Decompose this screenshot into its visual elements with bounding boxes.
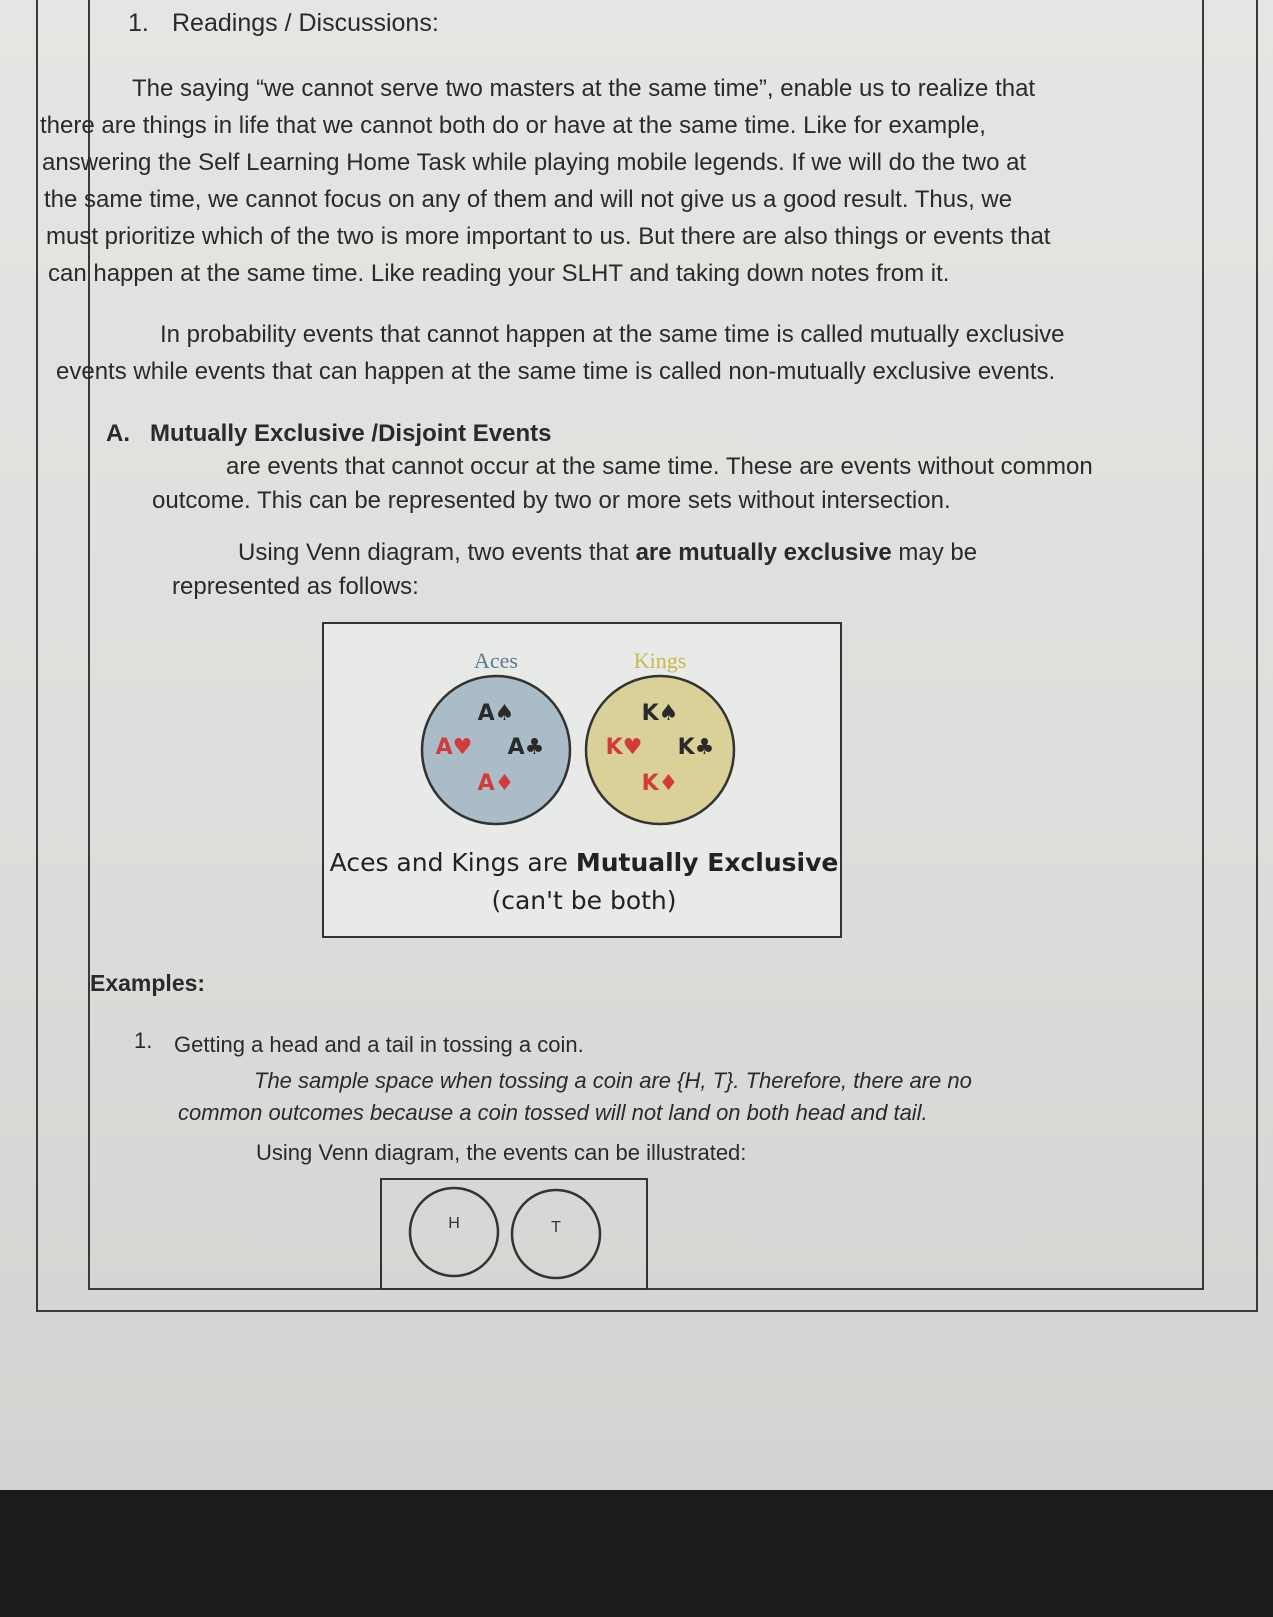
card-king-spades: K♠ [641, 701, 679, 726]
intro-line: must prioritize which of the two is more important to us. But there are also things or events that [46, 223, 1051, 250]
intro-line: the same time, we cannot focus on any of them and will not give us a good result. Thus, we [44, 186, 1013, 213]
section-title: Readings / Discussions: [172, 9, 439, 37]
card-venn-diagram [322, 622, 842, 938]
section-number: 1. [128, 9, 149, 37]
example-title: Getting a head and a tail in tossing a coin. [174, 1032, 584, 1057]
card-king-diamonds: K♦ [641, 771, 679, 796]
venn-caption-line: (can't be both) [491, 886, 677, 915]
example-number: 1. [134, 1028, 153, 1053]
card-venn-svg [324, 624, 840, 844]
venn-caption-text: Aces and Kings are [329, 848, 576, 877]
subsection-letter: A. [106, 420, 130, 447]
card-ace-clubs: A♣ [507, 735, 545, 760]
head-label: H [448, 1215, 460, 1232]
examples-heading: Examples: [90, 970, 206, 996]
venn-intro-bold: are mutually exclusive [635, 539, 892, 566]
card-king-clubs: K♣ [677, 735, 715, 760]
venn-intro-text: may be [891, 539, 978, 566]
definition-line: events while events that can happen at the same time is called non-mutually exclusive events. [56, 358, 1056, 385]
venn-caption-bold: Mutually Exclusive [575, 848, 839, 877]
subsection-title: Mutually Exclusive /Disjoint Events [150, 420, 552, 447]
venn-intro-text: Using Venn diagram, two events that [238, 539, 636, 566]
venn-intro-line: represented as follows: [172, 573, 419, 600]
example-detail-line: The sample space when tossing a coin are {H, T}. Therefore, there are no [254, 1068, 972, 1093]
example-detail-line: common outcomes because a coin tossed will not land on both head and tail. [178, 1100, 928, 1125]
card-ace-hearts: A♥ [435, 735, 473, 760]
coin-venn-diagram [380, 1178, 648, 1290]
subsection-body-line: outcome. This can be represented by two or more sets without intersection. [152, 487, 951, 514]
intro-line: there are things in life that we cannot both do or have at the same time. Like for example, [40, 112, 986, 139]
subsection-body-line: are events that cannot occur at the same time. These are events without common [226, 453, 1093, 480]
intro-line: can happen at the same time. Like reading your SLHT and taking down notes from it. [48, 260, 950, 287]
kings-label: Kings [633, 648, 687, 673]
venn-intro-line [238, 538, 977, 568]
coin-venn-note: Using Venn diagram, the events can be illustrated: [256, 1140, 747, 1165]
card-ace-spades: A♠ [477, 701, 515, 726]
card-ace-diamonds: A♦ [477, 771, 515, 796]
intro-line: answering the Self Learning Home Task while playing mobile legends. If we will do the two at [42, 149, 1027, 176]
card-king-hearts: K♥ [605, 735, 643, 760]
aces-label: Aces [474, 648, 518, 673]
head-circle [410, 1188, 498, 1276]
coin-venn-svg [382, 1180, 646, 1288]
venn-caption-line [324, 848, 844, 877]
definition-line: In probability events that cannot happen at the same time is called mutually exclusive [160, 321, 1065, 348]
tail-label: T [551, 1219, 561, 1236]
intro-line: The saying “we cannot serve two masters at the same time”, enable us to realize that [132, 75, 1036, 102]
